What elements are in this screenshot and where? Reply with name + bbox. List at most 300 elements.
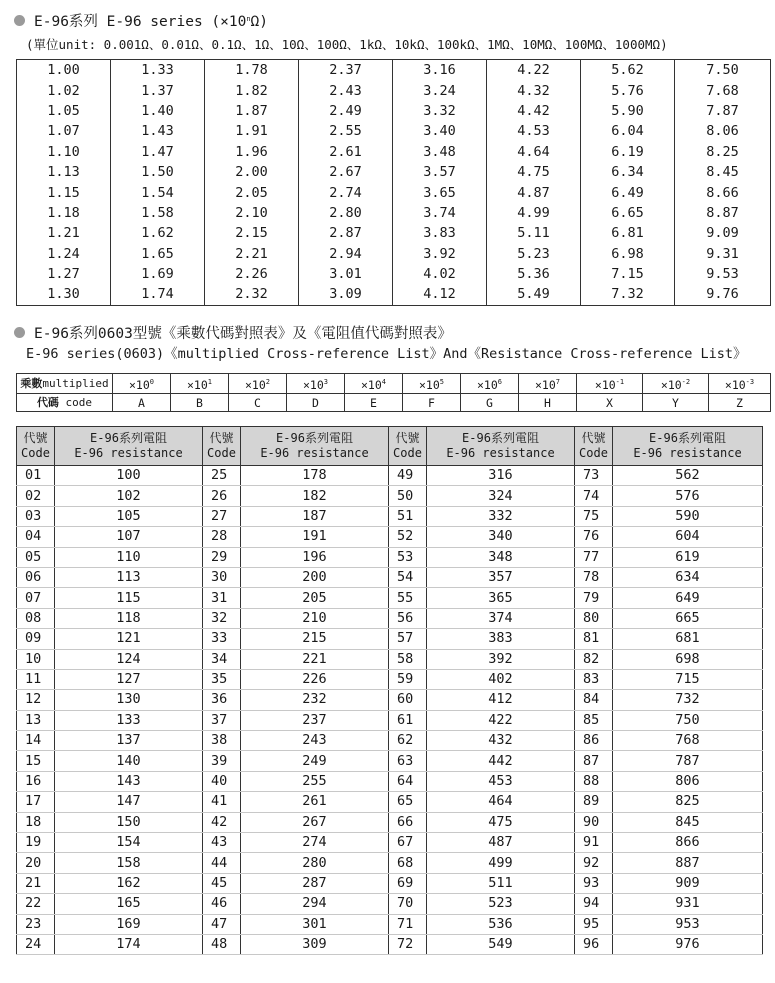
- series-value: 9.31: [675, 244, 771, 264]
- series-value: 6.19: [581, 142, 675, 162]
- code-cell: 37: [203, 710, 241, 730]
- series-value: 1.58: [111, 203, 205, 223]
- series-value: 1.02: [17, 80, 111, 100]
- section1-title: E-96系列 E-96 series $(\times 10^n\Omega)$: [34, 14, 269, 30]
- code-cell: 31: [203, 588, 241, 608]
- code-cell: 83: [575, 669, 613, 689]
- series-value: 2.37: [299, 60, 393, 81]
- series-value: 9.53: [675, 264, 771, 284]
- resistance-cell: 110: [55, 547, 203, 567]
- section1-heading: [14, 10, 268, 31]
- resistance-cell: 133: [55, 710, 203, 730]
- resistance-cell: 576: [613, 486, 763, 506]
- code-cell: 89: [575, 792, 613, 812]
- resistance-cell: 634: [613, 567, 763, 587]
- resistance-cell: 931: [613, 894, 763, 914]
- resistance-cell: 348: [427, 547, 575, 567]
- resistance-cell: 523: [427, 894, 575, 914]
- code-cell: 75: [575, 506, 613, 526]
- resistance-cell: 187: [241, 506, 389, 526]
- series-value: 1.43: [111, 121, 205, 141]
- multiplier-code-cell: G: [461, 394, 519, 412]
- resistance-cell: 324: [427, 486, 575, 506]
- table-row: [17, 203, 771, 223]
- series-value: 1.91: [205, 121, 299, 141]
- code-cell: 43: [203, 833, 241, 853]
- series-value: 9.76: [675, 284, 771, 305]
- code-cell: 82: [575, 649, 613, 669]
- resistance-cell: 681: [613, 629, 763, 649]
- multiplier-code-cell: C: [229, 394, 287, 412]
- resistance-header: E-96系列電阻 E-96 resistance: [613, 427, 763, 466]
- table-row: [17, 527, 763, 547]
- code-cell: 59: [389, 669, 427, 689]
- table-row: [17, 588, 763, 608]
- resistance-cell: 200: [241, 567, 389, 587]
- series-value: 4.02: [393, 264, 487, 284]
- code-cell: 21: [17, 873, 55, 893]
- series-value: 7.68: [675, 80, 771, 100]
- multiplier-cell: $\times 10^{-2}$: [643, 374, 709, 394]
- code-cell: 48: [203, 934, 241, 954]
- series-value: 4.53: [487, 121, 581, 141]
- code-cell: 68: [389, 853, 427, 873]
- series-value: 1.18: [17, 203, 111, 223]
- table-row: [17, 792, 763, 812]
- multiplier-cell: $\times 10^{-1}$: [577, 374, 643, 394]
- series-value: 1.78: [205, 60, 299, 81]
- code-cell: 72: [389, 934, 427, 954]
- resistance-cell: 806: [613, 771, 763, 791]
- series-value: 3.92: [393, 244, 487, 264]
- code-cell: 26: [203, 486, 241, 506]
- multiplier-code-cell: E: [345, 394, 403, 412]
- code-cell: 28: [203, 527, 241, 547]
- series-value: 5.36: [487, 264, 581, 284]
- code-cell: 67: [389, 833, 427, 853]
- series-value: 2.87: [299, 223, 393, 243]
- series-value: 4.22: [487, 60, 581, 81]
- resistance-cell: 316: [427, 466, 575, 486]
- code-cell: 14: [17, 731, 55, 751]
- series-value: 9.09: [675, 223, 771, 243]
- table-row: [17, 649, 763, 669]
- multiplier-cell: $\times 10^0$: [113, 374, 171, 394]
- code-header: 代號 Code: [389, 427, 427, 466]
- resistance-cell: 118: [55, 608, 203, 628]
- series-value: 2.67: [299, 162, 393, 182]
- series-value: 1.65: [111, 244, 205, 264]
- resistance-cell: 887: [613, 853, 763, 873]
- series-value: 3.16: [393, 60, 487, 81]
- code-cell: 70: [389, 894, 427, 914]
- series-value: 1.37: [111, 80, 205, 100]
- code-header: 代號 Code: [575, 427, 613, 466]
- series-value: 5.49: [487, 284, 581, 305]
- series-value: 1.96: [205, 142, 299, 162]
- code-cell: 65: [389, 792, 427, 812]
- table-row: [17, 182, 771, 202]
- multiplier-code-cell: B: [171, 394, 229, 412]
- resistance-cell: 191: [241, 527, 389, 547]
- code-cell: 63: [389, 751, 427, 771]
- resistance-cell: 196: [241, 547, 389, 567]
- resistance-cell: 536: [427, 914, 575, 934]
- resistance-cell: 162: [55, 873, 203, 893]
- section2-title-cn: E-96系列0603型號《乘數代碼對照表》及《電阻值代碼對照表》: [34, 326, 452, 342]
- multiplier-cell: $\times 10^4$: [345, 374, 403, 394]
- table-row: [17, 162, 771, 182]
- series-value: 7.87: [675, 101, 771, 121]
- resistance-cell: 165: [55, 894, 203, 914]
- resistance-cell: 137: [55, 731, 203, 751]
- code-cell: 16: [17, 771, 55, 791]
- resistance-cell: 665: [613, 608, 763, 628]
- code-cell: 74: [575, 486, 613, 506]
- series-value: 4.64: [487, 142, 581, 162]
- code-cell: 76: [575, 527, 613, 547]
- resistance-cell: 976: [613, 934, 763, 954]
- resistance-cell: 232: [241, 690, 389, 710]
- series-value: 5.90: [581, 101, 675, 121]
- multiplier-code-table: [16, 373, 771, 412]
- table-row: [17, 244, 771, 264]
- series-value: 4.87: [487, 182, 581, 202]
- section2-heading: [14, 322, 452, 343]
- series-value: 8.45: [675, 162, 771, 182]
- resistance-cell: 105: [55, 506, 203, 526]
- series-value: 1.62: [111, 223, 205, 243]
- series-value: 6.98: [581, 244, 675, 264]
- code-cell: 96: [575, 934, 613, 954]
- series-value: 2.00: [205, 162, 299, 182]
- resistance-code-table: [16, 426, 763, 955]
- table-row: [17, 466, 763, 486]
- resistance-cell: 750: [613, 710, 763, 730]
- code-cell: 87: [575, 751, 613, 771]
- series-value: 1.05: [17, 101, 111, 121]
- code-cell: 93: [575, 873, 613, 893]
- code-cell: 30: [203, 567, 241, 587]
- code-cell: 54: [389, 567, 427, 587]
- resistance-cell: 590: [613, 506, 763, 526]
- code-cell: 55: [389, 588, 427, 608]
- code-cell: 36: [203, 690, 241, 710]
- resistance-cell: 221: [241, 649, 389, 669]
- section1-units: (單位unit: 0.001Ω、0.01Ω、0.1Ω、1Ω、10Ω、100Ω、1kΩ、10kΩ、100kΩ、1MΩ、10MΩ、100MΩ、1000MΩ): [26, 37, 668, 52]
- code-cell: 53: [389, 547, 427, 567]
- table-row: [17, 142, 771, 162]
- code-cell: 10: [17, 649, 55, 669]
- code-cell: 23: [17, 914, 55, 934]
- code-cell: 73: [575, 466, 613, 486]
- series-value: 2.94: [299, 244, 393, 264]
- code-header: 代號 Code: [17, 427, 55, 466]
- series-value: 1.54: [111, 182, 205, 202]
- code-cell: 85: [575, 710, 613, 730]
- code-cell: 24: [17, 934, 55, 954]
- code-cell: 33: [203, 629, 241, 649]
- resistance-cell: 267: [241, 812, 389, 832]
- resistance-cell: 383: [427, 629, 575, 649]
- resistance-cell: 115: [55, 588, 203, 608]
- table-row: [17, 914, 763, 934]
- resistance-cell: 226: [241, 669, 389, 689]
- series-value: 4.42: [487, 101, 581, 121]
- code-cell: 41: [203, 792, 241, 812]
- resistance-cell: 140: [55, 751, 203, 771]
- multiplier-cell: $\times 10^5$: [403, 374, 461, 394]
- code-cell: 60: [389, 690, 427, 710]
- series-value: 6.81: [581, 223, 675, 243]
- code-cell: 09: [17, 629, 55, 649]
- series-value: 4.32: [487, 80, 581, 100]
- multiplier-label: 乘數multiplied: [17, 374, 113, 394]
- resistance-cell: 178: [241, 466, 389, 486]
- code-cell: 57: [389, 629, 427, 649]
- series-value: 1.07: [17, 121, 111, 141]
- code-cell: 78: [575, 567, 613, 587]
- multiplier-cell: $\times 10^7$: [519, 374, 577, 394]
- resistance-cell: 261: [241, 792, 389, 812]
- resistance-cell: 402: [427, 669, 575, 689]
- series-value: 3.32: [393, 101, 487, 121]
- resistance-cell: 511: [427, 873, 575, 893]
- series-value: 5.11: [487, 223, 581, 243]
- multiplier-code-cell: X: [577, 394, 643, 412]
- series-value: 3.83: [393, 223, 487, 243]
- resistance-cell: 210: [241, 608, 389, 628]
- table-row: [17, 833, 763, 853]
- bullet-icon: [14, 327, 25, 338]
- code-cell: 01: [17, 466, 55, 486]
- series-value: 1.87: [205, 101, 299, 121]
- table-row: [17, 771, 763, 791]
- resistance-cell: 787: [613, 751, 763, 771]
- code-cell: 64: [389, 771, 427, 791]
- multiplier-code-cell: Y: [643, 394, 709, 412]
- series-value: 1.74: [111, 284, 205, 305]
- series-value: 3.40: [393, 121, 487, 141]
- code-cell: 13: [17, 710, 55, 730]
- resistance-cell: 909: [613, 873, 763, 893]
- multiplier-cell: $\times 10^3$: [287, 374, 345, 394]
- code-cell: 03: [17, 506, 55, 526]
- table-row: [17, 567, 763, 587]
- series-value: 2.05: [205, 182, 299, 202]
- code-cell: 04: [17, 527, 55, 547]
- resistance-cell: 562: [613, 466, 763, 486]
- table-row: [17, 506, 763, 526]
- code-cell: 29: [203, 547, 241, 567]
- series-value: 2.49: [299, 101, 393, 121]
- resistance-cell: 182: [241, 486, 389, 506]
- section2-title-en: E-96 series(0603)《multiplied Cross-reference List》And《Resistance Cross-reference List》: [26, 346, 747, 362]
- resistance-header: E-96系列電阻 E-96 resistance: [427, 427, 575, 466]
- code-cell: 11: [17, 669, 55, 689]
- series-value: 2.32: [205, 284, 299, 305]
- code-cell: 50: [389, 486, 427, 506]
- resistance-cell: 127: [55, 669, 203, 689]
- resistance-cell: 604: [613, 527, 763, 547]
- series-value: 1.30: [17, 284, 111, 305]
- code-cell: 95: [575, 914, 613, 934]
- resistance-cell: 124: [55, 649, 203, 669]
- series-value: 6.34: [581, 162, 675, 182]
- resistance-cell: 619: [613, 547, 763, 567]
- series-value: 3.65: [393, 182, 487, 202]
- series-value: 4.99: [487, 203, 581, 223]
- series-value: 1.27: [17, 264, 111, 284]
- code-cell: 49: [389, 466, 427, 486]
- resistance-cell: 309: [241, 934, 389, 954]
- code-cell: 40: [203, 771, 241, 791]
- resistance-cell: 102: [55, 486, 203, 506]
- series-value: 7.50: [675, 60, 771, 81]
- resistance-cell: 866: [613, 833, 763, 853]
- code-cell: 18: [17, 812, 55, 832]
- multiplier-code-cell: A: [113, 394, 171, 412]
- resistance-cell: 392: [427, 649, 575, 669]
- code-cell: 77: [575, 547, 613, 567]
- code-cell: 86: [575, 731, 613, 751]
- resistance-cell: 825: [613, 792, 763, 812]
- table-row: [17, 284, 771, 305]
- table-row: [17, 690, 763, 710]
- series-value: 1.33: [111, 60, 205, 81]
- code-cell: 94: [575, 894, 613, 914]
- series-value: 1.50: [111, 162, 205, 182]
- resistance-cell: 464: [427, 792, 575, 812]
- resistance-cell: 143: [55, 771, 203, 791]
- resistance-cell: 301: [241, 914, 389, 934]
- code-cell: 15: [17, 751, 55, 771]
- resistance-cell: 243: [241, 731, 389, 751]
- table-row: [17, 80, 771, 100]
- resistance-cell: 487: [427, 833, 575, 853]
- series-value: 1.47: [111, 142, 205, 162]
- code-cell: 07: [17, 588, 55, 608]
- code-cell: 12: [17, 690, 55, 710]
- table-row: [17, 486, 763, 506]
- table-row: [17, 264, 771, 284]
- series-value: 2.43: [299, 80, 393, 100]
- table-row: [17, 894, 763, 914]
- resistance-cell: 174: [55, 934, 203, 954]
- multiplier-cell: $\times 10^1$: [171, 374, 229, 394]
- series-value: 1.40: [111, 101, 205, 121]
- series-value: 3.74: [393, 203, 487, 223]
- resistance-cell: 147: [55, 792, 203, 812]
- series-value: 2.55: [299, 121, 393, 141]
- code-cell: 71: [389, 914, 427, 934]
- resistance-cell: 357: [427, 567, 575, 587]
- code-cell: 81: [575, 629, 613, 649]
- resistance-cell: 107: [55, 527, 203, 547]
- resistance-cell: 442: [427, 751, 575, 771]
- code-cell: 52: [389, 527, 427, 547]
- multiplier-code-cell: F: [403, 394, 461, 412]
- series-value: 4.75: [487, 162, 581, 182]
- code-cell: 51: [389, 506, 427, 526]
- resistance-cell: 715: [613, 669, 763, 689]
- code-cell: 79: [575, 588, 613, 608]
- code-cell: 69: [389, 873, 427, 893]
- resistance-cell: 953: [613, 914, 763, 934]
- series-value: 3.01: [299, 264, 393, 284]
- code-header: 代號 Code: [203, 427, 241, 466]
- series-value: 2.80: [299, 203, 393, 223]
- code-cell: 44: [203, 853, 241, 873]
- series-value: 8.66: [675, 182, 771, 202]
- code-cell: 46: [203, 894, 241, 914]
- resistance-cell: 280: [241, 853, 389, 873]
- series-value: 7.32: [581, 284, 675, 305]
- table-row: [17, 60, 771, 81]
- series-value: 5.76: [581, 80, 675, 100]
- table-row: [17, 101, 771, 121]
- resistance-cell: 255: [241, 771, 389, 791]
- resistance-cell: 205: [241, 588, 389, 608]
- series-value: 8.06: [675, 121, 771, 141]
- resistance-header: E-96系列電阻 E-96 resistance: [241, 427, 389, 466]
- table-row: [17, 812, 763, 832]
- series-value: 3.09: [299, 284, 393, 305]
- code-cell: 38: [203, 731, 241, 751]
- code-cell: 56: [389, 608, 427, 628]
- resistance-cell: 475: [427, 812, 575, 832]
- multiplier-code-cell: D: [287, 394, 345, 412]
- code-cell: 66: [389, 812, 427, 832]
- multiplier-code-cell: Z: [709, 394, 771, 412]
- table-row: [17, 751, 763, 771]
- multiplier-code-cell: H: [519, 394, 577, 412]
- series-value: 2.74: [299, 182, 393, 202]
- e96-series-table: [16, 59, 771, 306]
- resistance-cell: 130: [55, 690, 203, 710]
- code-cell: 27: [203, 506, 241, 526]
- series-value: 7.15: [581, 264, 675, 284]
- code-cell: 08: [17, 608, 55, 628]
- resistance-cell: 113: [55, 567, 203, 587]
- code-cell: 22: [17, 894, 55, 914]
- code-cell: 17: [17, 792, 55, 812]
- series-value: 1.10: [17, 142, 111, 162]
- resistance-cell: 150: [55, 812, 203, 832]
- resistance-cell: 453: [427, 771, 575, 791]
- code-cell: 34: [203, 649, 241, 669]
- table-row: [17, 629, 763, 649]
- series-value: 2.61: [299, 142, 393, 162]
- table-row: [17, 608, 763, 628]
- code-cell: 32: [203, 608, 241, 628]
- series-value: 2.26: [205, 264, 299, 284]
- code-cell: 58: [389, 649, 427, 669]
- series-value: 1.21: [17, 223, 111, 243]
- table-row: [17, 223, 771, 243]
- series-value: 5.23: [487, 244, 581, 264]
- series-value: 3.57: [393, 162, 487, 182]
- series-value: 2.10: [205, 203, 299, 223]
- series-value: 6.49: [581, 182, 675, 202]
- code-cell: 84: [575, 690, 613, 710]
- multiplier-cell: $\times 10^{-3}$: [709, 374, 771, 394]
- code-label: 代碼 code: [17, 394, 113, 412]
- code-cell: 91: [575, 833, 613, 853]
- code-cell: 39: [203, 751, 241, 771]
- table-row: [17, 873, 763, 893]
- series-value: 2.21: [205, 244, 299, 264]
